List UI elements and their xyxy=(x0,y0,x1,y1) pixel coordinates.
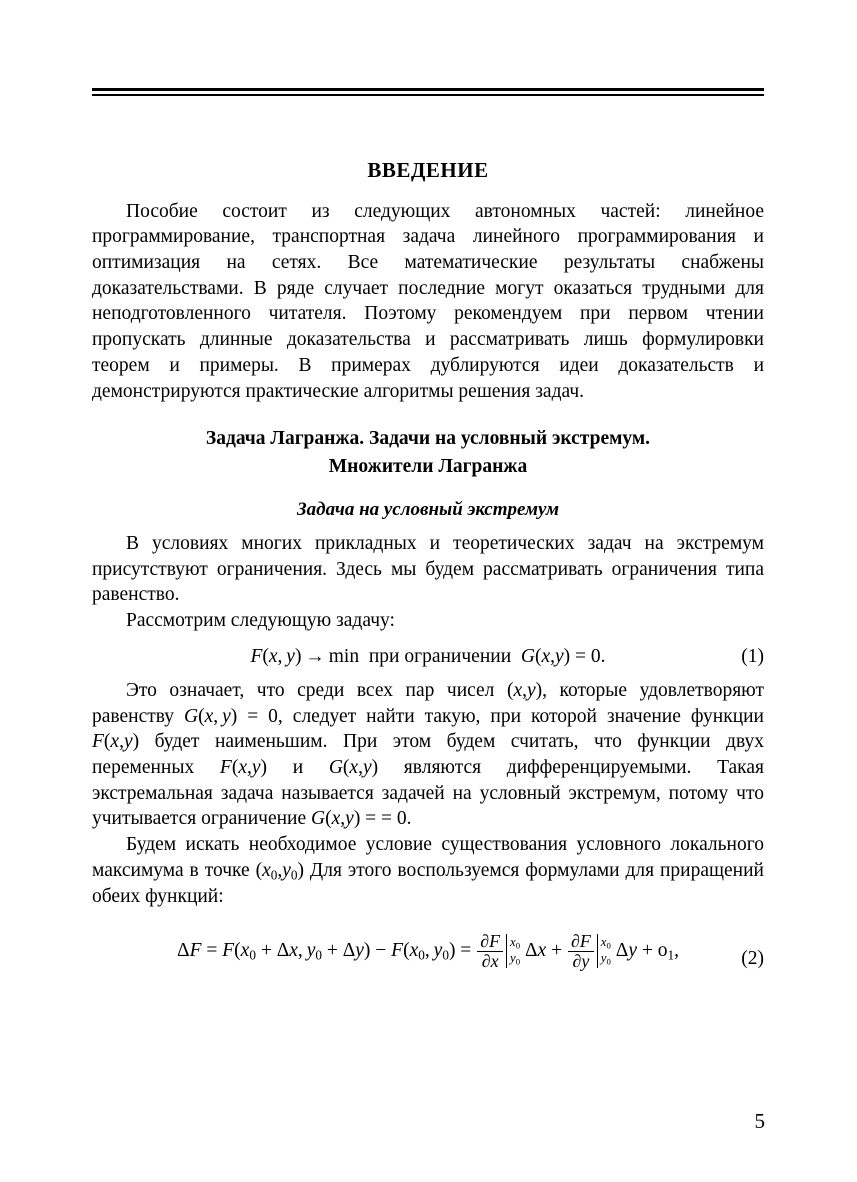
subsection-title: Задача на условный экстремум xyxy=(297,498,559,520)
formula-2-number: (2) xyxy=(741,947,764,969)
paragraph-3: Рассмотрим следующую задачу: xyxy=(126,610,395,632)
section-title-line-2: Множители Лагранжа xyxy=(328,456,528,478)
page-title: ВВЕДЕНИЕ xyxy=(367,157,489,182)
header-rule-thin xyxy=(92,94,764,96)
paragraph-4: Это означает, что среди всех пар чисел (x,y), которые удовлетворяют равенству G(x, y) = 0, следует найти такую, при которой значение функции F(x,y) будет наименьшим. При этом будем считать, что функции двух переменных F(x,y) и G(x,y) являются дифференцируемыми. Такая экстремальная задача называется задачей на условный экстремум, потому что учитывается ограничение G(x,y) = = 0. xyxy=(92,679,764,830)
header-rule xyxy=(92,88,764,96)
page-content xyxy=(92,88,764,981)
formula-1-number: (1) xyxy=(741,645,764,667)
section-title-line-1: Задача Лагранжа. Задачи на условный экстремум. xyxy=(205,428,651,450)
intro-paragraph: Пособие состоит из следующих автономных частей: линейное программирование, транспортная задача линейного программирования и оптимизация на сетях. Все математические результаты снабжены доказательствами. В ряде случает последние могут оказаться трудными для неподготовленного читателя. Поэтому рекомендуем при первом чтении пропускать длинные доказательства и рассматривать лишь формулировки теорем и примеры. В примерах дублируются идеи доказательств и демонстрируются практические алгоритмы решения задач. xyxy=(92,200,764,402)
formula-1-body: F(x, y) → min при ограничении G(x,y) = 0. xyxy=(250,645,606,667)
formula-2-body: $\Delta F = F(x_0 + \Delta x$, $y_0 + \Delta y) - F(x_0$, $y_0$) = $\frac{\partial F}{\partial x}$ $x_0$ $y_0$ Δx + $\frac{\partial F}{\partial y}$ $x_0$ $y_0$ $\Delta y + o_1$, xyxy=(177,930,679,971)
formula-2 xyxy=(92,932,764,971)
page-number: 5 xyxy=(754,1109,765,1133)
paragraph-2: В условиях многих прикладных и теоретических задач на экстремум присутствуют ограничения. Здесь мы будем рассматривать ограничения типа равенство. xyxy=(92,532,764,606)
formula-1 xyxy=(92,646,764,668)
paragraph-5: Будем искать необходимое условие существования условного локального максимума в точке $(x_0,y_0)$ Для этого воспользуемся формулами для приращений обеих функций: xyxy=(92,834,764,908)
